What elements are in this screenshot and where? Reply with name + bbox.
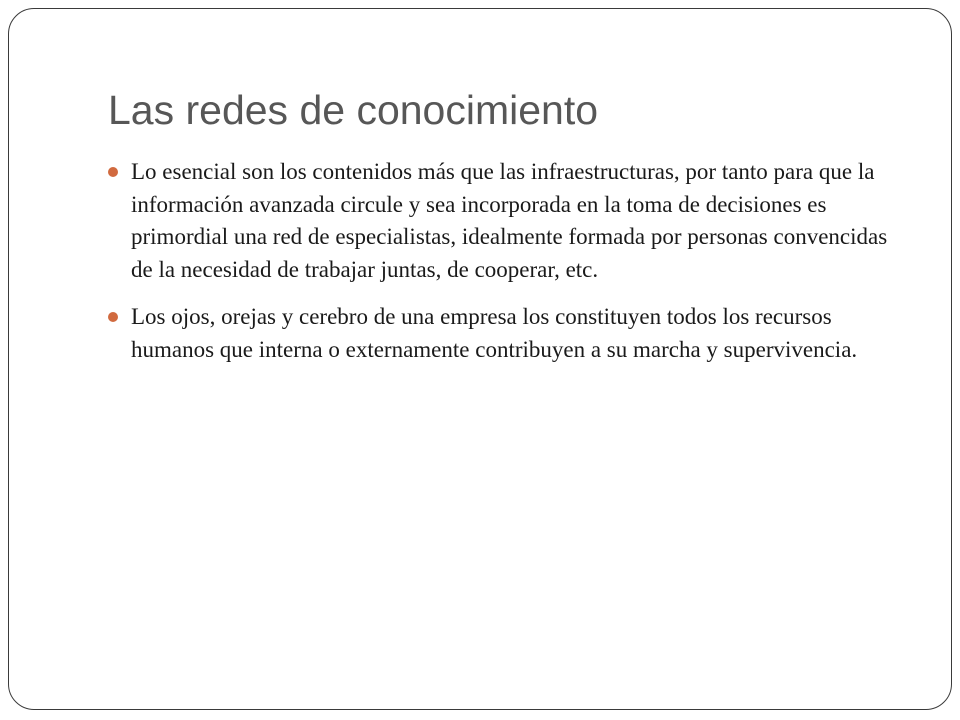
bullet-list bbox=[106, 156, 896, 382]
bullet-text: Lo esencial son los contenidos más que las infraestructuras, por tanto para que la información avanzada circule y sea incorporada en la toma de decisiones es primordial una red de especialistas, idealmente formada por personas convencidas de la necesidad de trabajar juntas, de cooperar, etc. bbox=[131, 159, 888, 282]
bullet-item bbox=[106, 156, 896, 286]
bullet-text: Los ojos, orejas y cerebro de una empresa los constituyen todos los recursos humanos que interna o externamente contribuyen a su marcha y supervivencia. bbox=[131, 304, 858, 362]
slide-title: Las redes de conocimiento bbox=[108, 87, 599, 133]
bullet-dot-icon bbox=[108, 167, 118, 177]
bullet-item bbox=[106, 301, 896, 366]
bullet-dot-icon bbox=[108, 312, 118, 322]
